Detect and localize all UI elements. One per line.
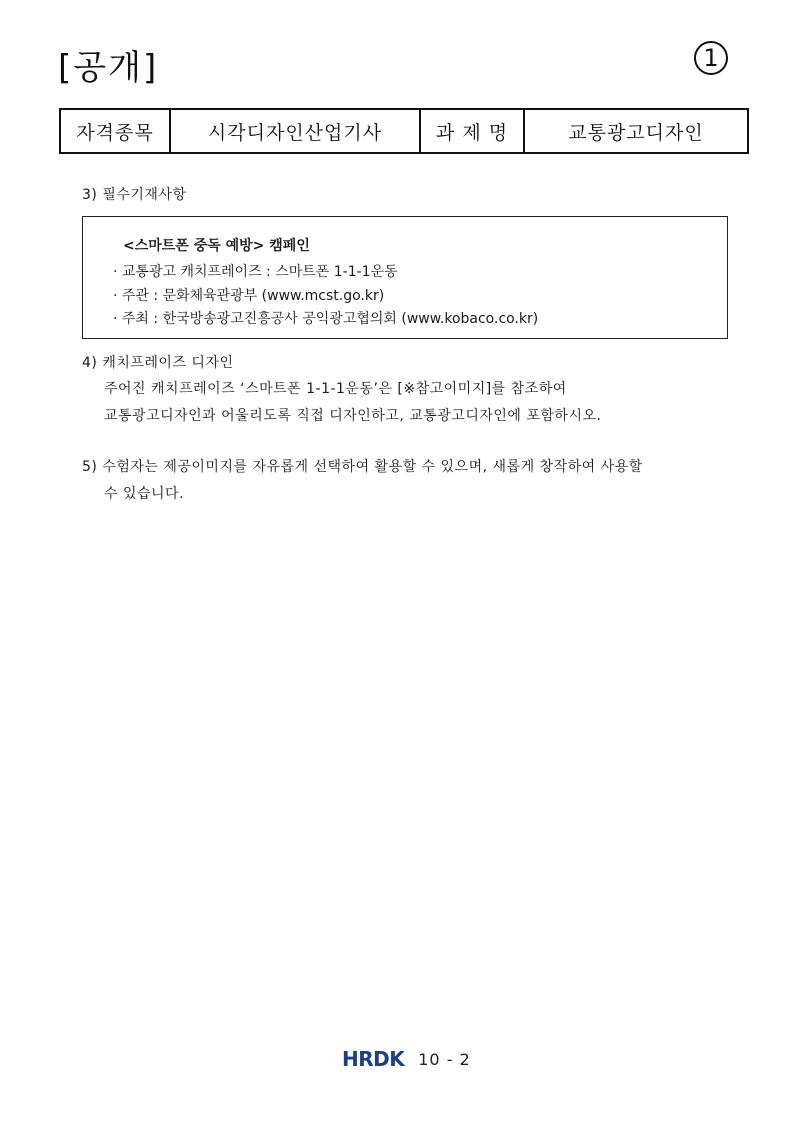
- required-items-box: [82, 216, 728, 339]
- footer-page-number: 10 - 2: [418, 1049, 471, 1069]
- box-line-host: · 주최 : 한국방송광고진흥공사 공익광고협의회 (www.kobaco.co.kr): [113, 311, 539, 327]
- section-3-heading: 3) 필수기재사항: [82, 187, 187, 203]
- campaign-title: <스마트폰 중독 예방> 캠페인: [123, 238, 310, 254]
- section-4-line-1: 주어진 캐치프레이즈 ‘스마트폰 1-1-1운동’은 [※참고이미지]를 참조하여: [104, 381, 567, 397]
- info-table-row: [60, 109, 748, 153]
- section-5-line-1: 5) 수험자는 제공이미지를 자유롭게 선택하여 활용할 수 있으며, 새롭게 창작하여 사용할: [82, 459, 643, 475]
- section-4-line-2: 교통광고디자인과 어울리도록 직접 디자인하고, 교통광고디자인에 포함하시오.: [104, 408, 602, 424]
- task-name-value: 교통광고디자인: [524, 109, 748, 153]
- qualification-value: 시각디자인산업기사: [170, 109, 420, 153]
- info-table: [59, 108, 749, 154]
- box-line-organizer: · 주관 : 문화체육관광부 (www.mcst.go.kr): [113, 288, 385, 304]
- hrdk-logo: HRDK: [342, 1047, 405, 1071]
- task-name-label: 과 제 명: [420, 109, 524, 153]
- footer: [342, 1047, 471, 1071]
- section-4-heading: 4) 캐치프레이즈 디자인: [82, 355, 234, 371]
- qualification-label: 자격종목: [60, 109, 170, 153]
- page-number-circle: 1: [694, 41, 728, 75]
- box-line-catchphrase: · 교통광고 캐치프레이즈 : 스마트폰 1-1-1운동: [113, 264, 398, 280]
- public-label: [공개]: [58, 48, 159, 88]
- section-5-line-2: 수 있습니다.: [104, 486, 185, 502]
